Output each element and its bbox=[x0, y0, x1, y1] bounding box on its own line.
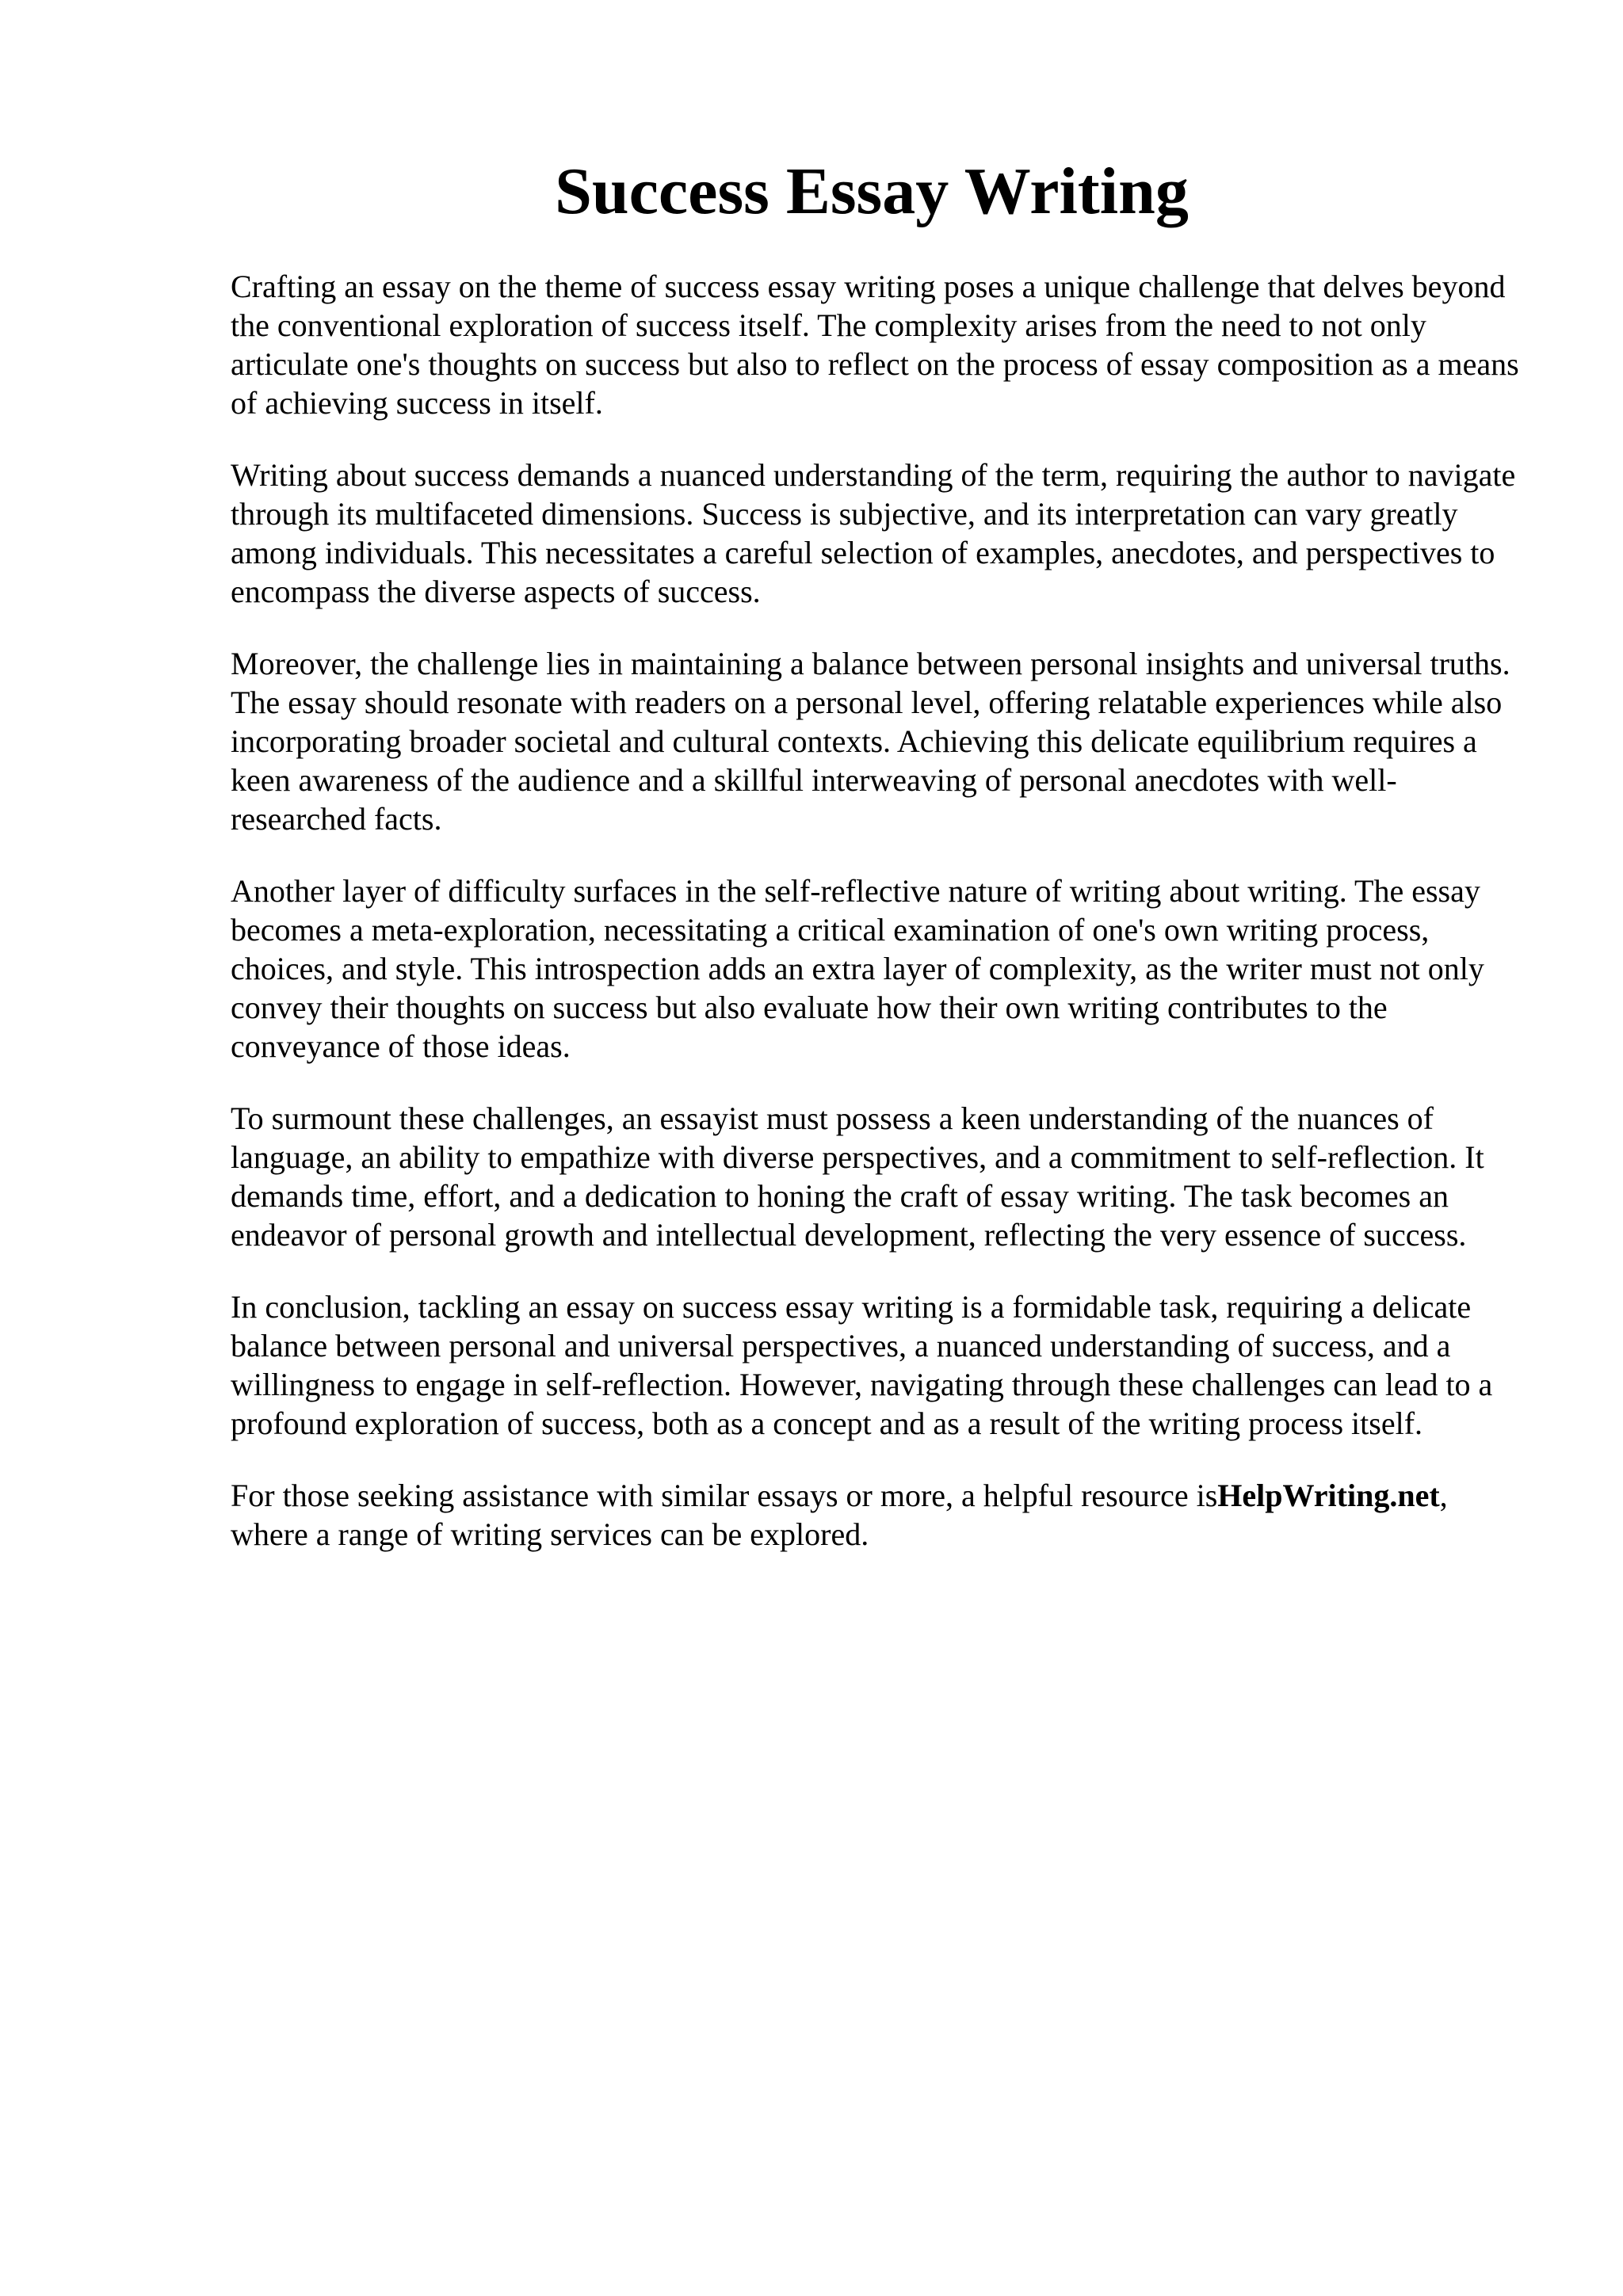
closing-comma: , bbox=[1439, 1478, 1448, 1513]
paragraph-1: Crafting an essay on the theme of success essay writing poses a unique challenge that delves beyond the conventional exploration of success itself. The complexity arises from the need to not only articulate one's thoughts on success but also to reflect on the process of essay composition as a means of achieving success in itself. bbox=[231, 269, 1519, 421]
paragraph-6: In conclusion, tackling an essay on success essay writing is a formidable task, requiring a delicate balance between personal and universal perspectives, a nuanced understanding of success, and a willingness to engage in self-reflection. However, navigating through these challenges can lead to a profound exploration of success, both as a concept and as a result of the writing process itself. bbox=[231, 1289, 1493, 1441]
paragraph-2: Writing about success demands a nuanced understanding of the term, requiring the author to navigate through its multifaceted dimensions. Success is subjective, and its interpretation can vary greatly among individuals. This necessitates a careful selection of examples, anecdotes, and perspectives to encompass the diverse aspects of success. bbox=[231, 457, 1516, 609]
brand-name: HelpWriting.net bbox=[1217, 1478, 1440, 1513]
closing-text-after: where a range of writing services can be explored. bbox=[231, 1516, 869, 1552]
document-title: Success Essay Writing bbox=[555, 154, 1189, 228]
closing-text-before: For those seeking assistance with similar essays or more, a helpful resource is bbox=[231, 1478, 1218, 1513]
paragraph-3: Moreover, the challenge lies in maintaining a balance between personal insights and universal truths. The essay should resonate with readers on a personal level, offering relatable experiences while also incorporating broader societal and cultural contexts. Achieving this delicate equilibrium requires a keen awareness of the audience and a skillful interweaving of personal anecdotes with well-researched facts. bbox=[231, 646, 1510, 837]
essay-body bbox=[231, 267, 1530, 1587]
closing-paragraph bbox=[231, 1476, 1530, 1554]
paragraph-4: Another layer of difficulty surfaces in the self-reflective nature of writing about writing. The essay becomes a meta-exploration, necessitating a critical examination of one's own writing process, choices, and style. This introspection adds an extra layer of complexity, as the writer must not only convey their thoughts on success but also evaluate how their own writing contributes to the conveyance of those ideas. bbox=[231, 873, 1484, 1064]
paragraph-5: To surmount these challenges, an essayist must possess a keen understanding of the nuances of language, an ability to empathize with diverse perspectives, and a commitment to self-reflection. It demands time, effort, and a dedication to honing the craft of essay writing. The task becomes an endeavor of personal growth and intellectual development, reflecting the very essence of success. bbox=[231, 1100, 1484, 1253]
